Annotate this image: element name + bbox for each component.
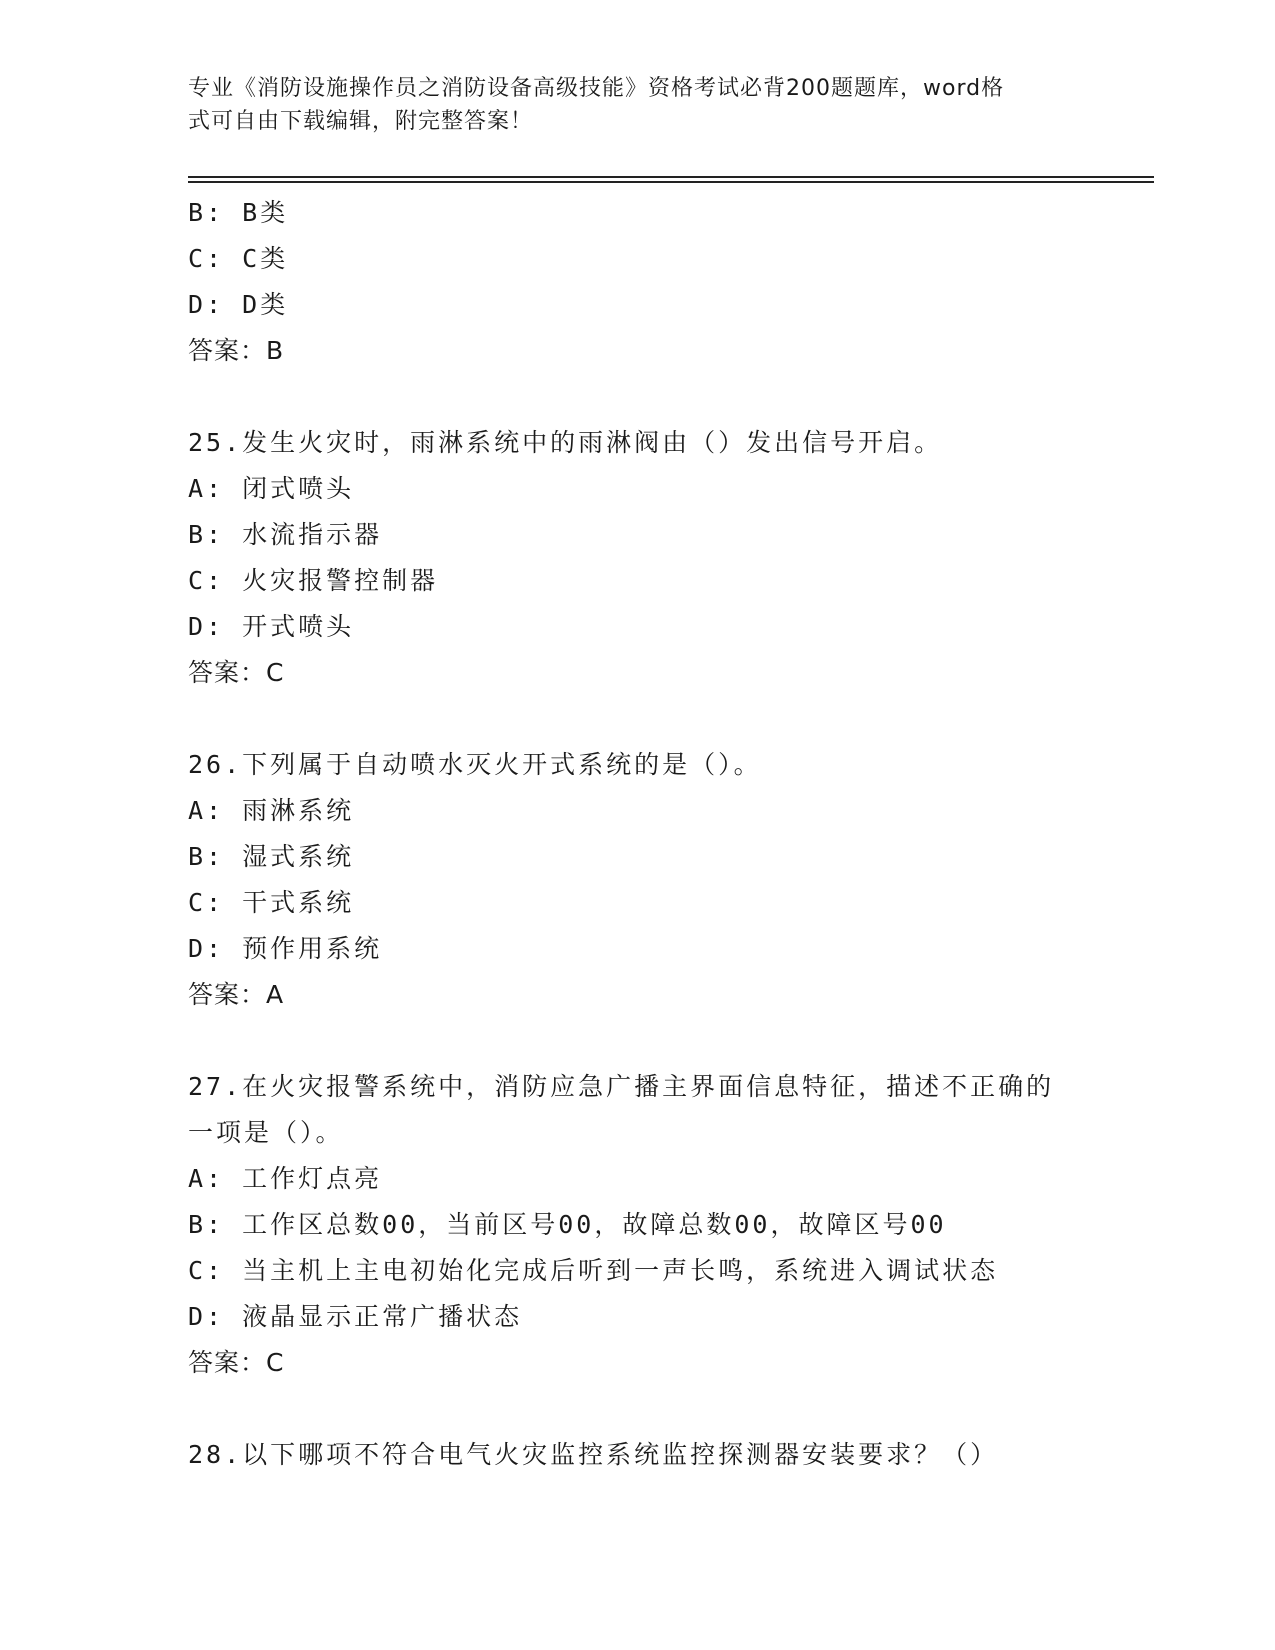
question-28 [188,1432,1148,1478]
option-b: B: 湿式系统 [188,842,355,871]
spacer [188,1018,1148,1064]
question-list [188,190,1148,1478]
header-line-2: 式可自由下载编辑，附完整答案！ [188,109,534,134]
question-stem: 25.发生火灾时，雨淋系统中的雨淋阀由（）发出信号开启。 [188,428,943,457]
option-c: C: 干式系统 [188,888,355,917]
question-stem: 26.下列属于自动喷水灭火开式系统的是（）。 [188,750,762,779]
spacer [188,696,1148,742]
option-a: A: 雨淋系统 [188,796,355,825]
answer: 答案：A [188,980,285,1009]
option-b: B: 水流指示器 [188,520,383,549]
option-b: B: B类 [188,198,289,227]
question-26 [188,742,1148,1018]
question-stem-line-2: 一项是（）。 [188,1118,344,1147]
question-24-continued [188,190,1148,374]
answer: 答案：C [188,1348,285,1377]
option-c: C: C类 [188,244,289,273]
question-stem: 28.以下哪项不符合电气火灾监控系统监控探测器安装要求？（） [188,1440,999,1469]
header-divider-bottom [188,181,1154,183]
spacer [188,374,1148,420]
option-d: D: 液晶显示正常广播状态 [188,1302,523,1331]
option-c: C: 当主机上主电初始化完成后听到一声长鸣，系统进入调试状态 [188,1256,999,1285]
option-d: D: 预作用系统 [188,934,383,963]
option-d: D: 开式喷头 [188,612,355,641]
answer: 答案：C [188,658,285,687]
option-d: D: D类 [188,290,289,319]
option-c: C: 火灾报警控制器 [188,566,439,595]
question-25 [188,420,1148,696]
question-27 [188,1064,1148,1386]
answer: 答案：B [188,336,285,365]
option-a: A: 工作灯点亮 [188,1164,383,1193]
question-stem-line-1: 27.在火灾报警系统中，消防应急广播主界面信息特征，描述不正确的 [188,1072,1055,1101]
header-divider-top [188,176,1154,178]
option-a: A: 闭式喷头 [188,474,355,503]
spacer [188,1386,1148,1432]
option-b: B: 工作区总数00，当前区号00，故障总数00，故障区号00 [188,1210,947,1239]
document-header [188,72,1068,138]
header-line-1: 专业《消防设施操作员之消防设备高级技能》资格考试必背200题题库，word格 [188,76,1005,101]
